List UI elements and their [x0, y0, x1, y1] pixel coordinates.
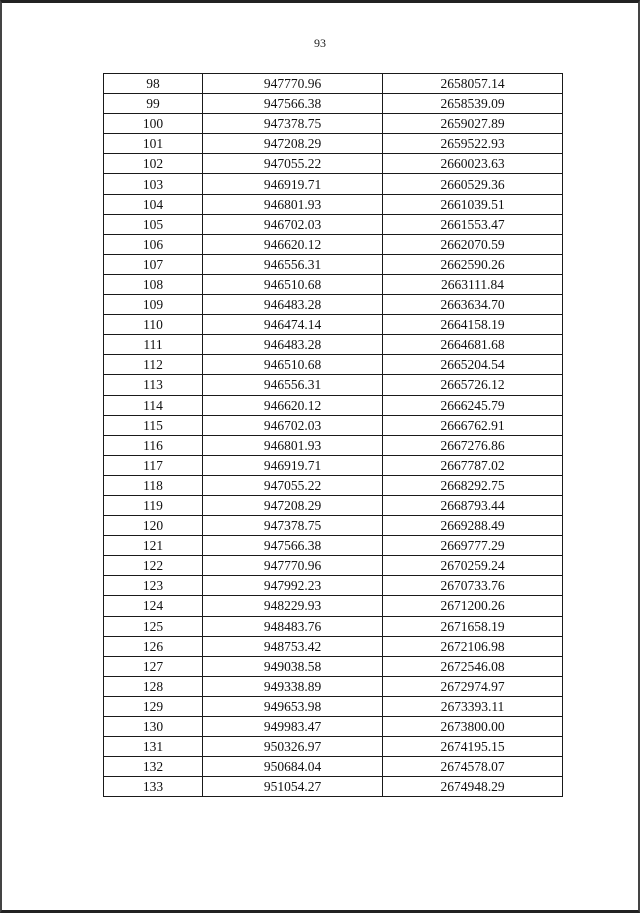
table-row: [104, 737, 563, 757]
x-coordinate-cell: 946474.14: [203, 315, 383, 335]
x-coordinate-cell: 947992.23: [203, 576, 383, 596]
table-row: [104, 516, 563, 536]
table-row: [104, 495, 563, 515]
y-coordinate-cell: 2665726.12: [383, 375, 563, 395]
table-row: [104, 315, 563, 335]
table-row: [104, 455, 563, 475]
table-row: [104, 134, 563, 154]
table-row: [104, 194, 563, 214]
table-row: [104, 415, 563, 435]
point-number-cell: 111: [104, 335, 203, 355]
point-number-cell: 108: [104, 274, 203, 294]
table-row: [104, 536, 563, 556]
table-row: [104, 174, 563, 194]
table-row: [104, 214, 563, 234]
table-row: [104, 556, 563, 576]
table-row: [104, 435, 563, 455]
point-number-cell: 116: [104, 435, 203, 455]
point-number-cell: 124: [104, 596, 203, 616]
table-row: [104, 74, 563, 94]
point-number-cell: 112: [104, 355, 203, 375]
point-number-cell: 117: [104, 455, 203, 475]
table-row: [104, 375, 563, 395]
y-coordinate-cell: 2669288.49: [383, 516, 563, 536]
table-row: [104, 274, 563, 294]
table-row: [104, 777, 563, 797]
y-coordinate-cell: 2668793.44: [383, 495, 563, 515]
table-row: [104, 676, 563, 696]
point-number-cell: 109: [104, 295, 203, 315]
x-coordinate-cell: 949038.58: [203, 656, 383, 676]
y-coordinate-cell: 2659027.89: [383, 114, 563, 134]
x-coordinate-cell: 946919.71: [203, 174, 383, 194]
x-coordinate-cell: 946556.31: [203, 254, 383, 274]
y-coordinate-cell: 2662070.59: [383, 234, 563, 254]
table-row: [104, 355, 563, 375]
table-row: [104, 254, 563, 274]
table-row: [104, 395, 563, 415]
table-row: [104, 114, 563, 134]
y-coordinate-cell: 2672546.08: [383, 656, 563, 676]
y-coordinate-cell: 2666245.79: [383, 395, 563, 415]
point-number-cell: 113: [104, 375, 203, 395]
y-coordinate-cell: 2663634.70: [383, 295, 563, 315]
point-number-cell: 104: [104, 194, 203, 214]
x-coordinate-cell: 946620.12: [203, 234, 383, 254]
y-coordinate-cell: 2670259.24: [383, 556, 563, 576]
y-coordinate-cell: 2665204.54: [383, 355, 563, 375]
point-number-cell: 98: [104, 74, 203, 94]
y-coordinate-cell: 2658057.14: [383, 74, 563, 94]
x-coordinate-cell: 947566.38: [203, 94, 383, 114]
y-coordinate-cell: 2658539.09: [383, 94, 563, 114]
x-coordinate-cell: 951054.27: [203, 777, 383, 797]
point-number-cell: 125: [104, 616, 203, 636]
y-coordinate-cell: 2668292.75: [383, 475, 563, 495]
y-coordinate-cell: 2660529.36: [383, 174, 563, 194]
point-number-cell: 102: [104, 154, 203, 174]
y-coordinate-cell: 2662590.26: [383, 254, 563, 274]
table-row: [104, 295, 563, 315]
table-row: [104, 475, 563, 495]
point-number-cell: 114: [104, 395, 203, 415]
table-row: [104, 757, 563, 777]
y-coordinate-cell: 2672974.97: [383, 676, 563, 696]
x-coordinate-cell: 946620.12: [203, 395, 383, 415]
x-coordinate-cell: 946483.28: [203, 335, 383, 355]
y-coordinate-cell: 2674195.15: [383, 737, 563, 757]
x-coordinate-cell: 949338.89: [203, 676, 383, 696]
y-coordinate-cell: 2664158.19: [383, 315, 563, 335]
point-number-cell: 119: [104, 495, 203, 515]
x-coordinate-cell: 946801.93: [203, 435, 383, 455]
point-number-cell: 120: [104, 516, 203, 536]
x-coordinate-cell: 946510.68: [203, 355, 383, 375]
point-number-cell: 100: [104, 114, 203, 134]
point-number-cell: 105: [104, 214, 203, 234]
x-coordinate-cell: 949983.47: [203, 717, 383, 737]
point-number-cell: 128: [104, 676, 203, 696]
point-number-cell: 106: [104, 234, 203, 254]
x-coordinate-cell: 946702.03: [203, 214, 383, 234]
y-coordinate-cell: 2671658.19: [383, 616, 563, 636]
table-row: [104, 94, 563, 114]
x-coordinate-cell: 947378.75: [203, 516, 383, 536]
x-coordinate-cell: 947208.29: [203, 495, 383, 515]
point-number-cell: 132: [104, 757, 203, 777]
x-coordinate-cell: 948229.93: [203, 596, 383, 616]
x-coordinate-cell: 947770.96: [203, 74, 383, 94]
table-row: [104, 335, 563, 355]
x-coordinate-cell: 946702.03: [203, 415, 383, 435]
point-number-cell: 127: [104, 656, 203, 676]
y-coordinate-cell: 2664681.68: [383, 335, 563, 355]
x-coordinate-cell: 947055.22: [203, 475, 383, 495]
y-coordinate-cell: 2671200.26: [383, 596, 563, 616]
y-coordinate-cell: 2666762.91: [383, 415, 563, 435]
table-row: [104, 696, 563, 716]
x-coordinate-cell: 946801.93: [203, 194, 383, 214]
x-coordinate-cell: 946919.71: [203, 455, 383, 475]
x-coordinate-cell: 948753.42: [203, 636, 383, 656]
point-number-cell: 129: [104, 696, 203, 716]
point-number-cell: 133: [104, 777, 203, 797]
table-row: [104, 154, 563, 174]
y-coordinate-cell: 2674948.29: [383, 777, 563, 797]
x-coordinate-cell: 947055.22: [203, 154, 383, 174]
x-coordinate-cell: 946556.31: [203, 375, 383, 395]
point-number-cell: 118: [104, 475, 203, 495]
point-number-cell: 123: [104, 576, 203, 596]
y-coordinate-cell: 2667787.02: [383, 455, 563, 475]
table-row: [104, 616, 563, 636]
table-row: [104, 234, 563, 254]
y-coordinate-cell: 2663111.84: [383, 274, 563, 294]
y-coordinate-cell: 2660023.63: [383, 154, 563, 174]
y-coordinate-cell: 2673800.00: [383, 717, 563, 737]
y-coordinate-cell: 2673393.11: [383, 696, 563, 716]
table-row: [104, 656, 563, 676]
coordinates-table: [103, 73, 563, 797]
x-coordinate-cell: 947770.96: [203, 556, 383, 576]
table-row: [104, 576, 563, 596]
y-coordinate-cell: 2661039.51: [383, 194, 563, 214]
coordinates-table-body: [104, 74, 563, 797]
point-number-cell: 107: [104, 254, 203, 274]
point-number-cell: 122: [104, 556, 203, 576]
y-coordinate-cell: 2667276.86: [383, 435, 563, 455]
x-coordinate-cell: 950684.04: [203, 757, 383, 777]
x-coordinate-cell: 949653.98: [203, 696, 383, 716]
point-number-cell: 110: [104, 315, 203, 335]
table-row: [104, 636, 563, 656]
x-coordinate-cell: 947378.75: [203, 114, 383, 134]
y-coordinate-cell: 2661553.47: [383, 214, 563, 234]
y-coordinate-cell: 2672106.98: [383, 636, 563, 656]
page-number: 93: [314, 36, 326, 50]
table-row: [104, 596, 563, 616]
point-number-cell: 101: [104, 134, 203, 154]
x-coordinate-cell: 946483.28: [203, 295, 383, 315]
point-number-cell: 115: [104, 415, 203, 435]
y-coordinate-cell: 2674578.07: [383, 757, 563, 777]
x-coordinate-cell: 947208.29: [203, 134, 383, 154]
point-number-cell: 99: [104, 94, 203, 114]
y-coordinate-cell: 2669777.29: [383, 536, 563, 556]
table-row: [104, 717, 563, 737]
point-number-cell: 126: [104, 636, 203, 656]
x-coordinate-cell: 946510.68: [203, 274, 383, 294]
x-coordinate-cell: 950326.97: [203, 737, 383, 757]
point-number-cell: 121: [104, 536, 203, 556]
point-number-cell: 103: [104, 174, 203, 194]
point-number-cell: 130: [104, 717, 203, 737]
x-coordinate-cell: 948483.76: [203, 616, 383, 636]
x-coordinate-cell: 947566.38: [203, 536, 383, 556]
point-number-cell: 131: [104, 737, 203, 757]
y-coordinate-cell: 2659522.93: [383, 134, 563, 154]
y-coordinate-cell: 2670733.76: [383, 576, 563, 596]
